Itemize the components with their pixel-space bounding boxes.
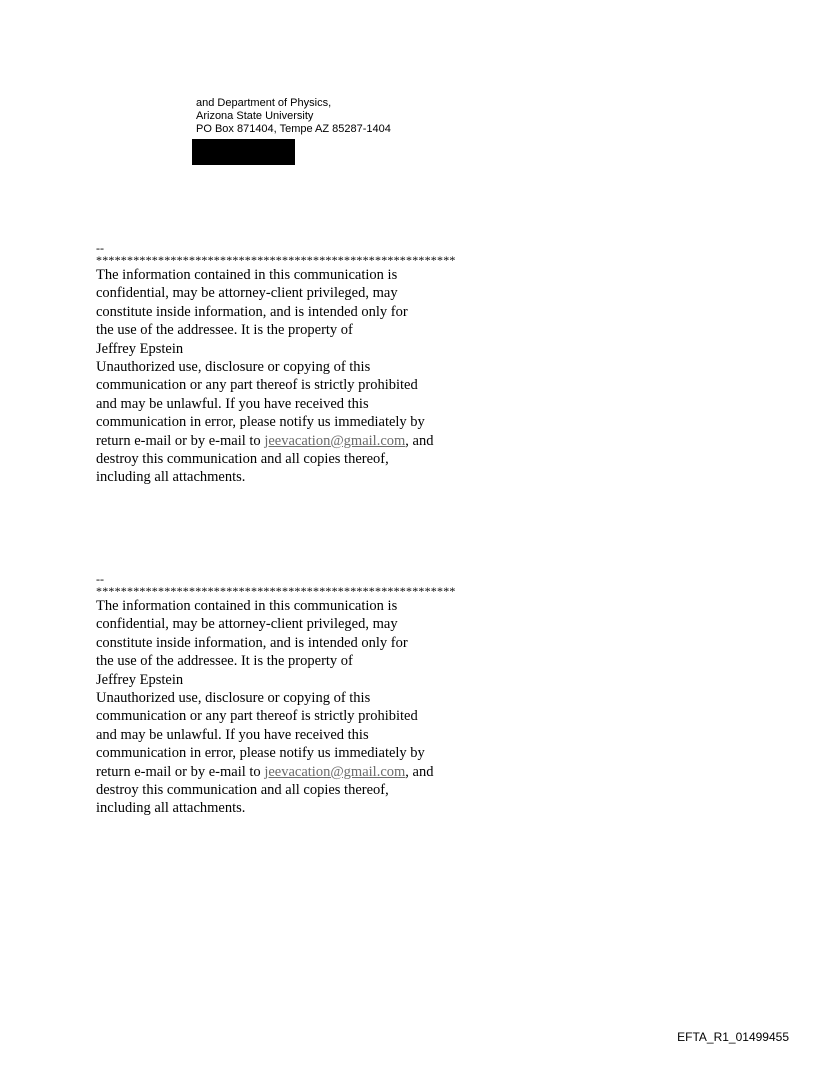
signature-separator: -- [96,241,104,255]
document-id: EFTA_R1_01499455 [677,1030,789,1044]
disclaimer-line: the use of the addressee. It is the property of [96,322,353,339]
disclaimer-line: including all attachments. [96,800,246,817]
disclaimer-line: destroy this communication and all copies thereof, [96,782,389,799]
disclaimer-block [96,242,576,487]
disclaimer-line: The information contained in this communication is [96,598,398,614]
disclaimer-line: confidential, may be attorney-client privileged, may [96,616,398,633]
disclaimer-block [96,573,576,818]
disclaimer-line: and may be unlawful. If you have received this [96,726,369,743]
disclaimer-line: confidential, may be attorney-client privileged, may [96,285,398,302]
disclaimer-line: communication or any part thereof is strictly prohibited [96,708,418,725]
email-link[interactable]: jeevacation@gmail.com [264,432,406,449]
disclaimer-line: constitute inside information, and is intended only for [96,634,408,651]
redaction-box [192,139,295,165]
return-suffix: , and [405,763,434,780]
disclaimer-line: including all attachments. [96,469,246,486]
disclaimer-line: Jeffrey Epstein [96,671,184,688]
disclaimer-line: The information contained in this communication is [96,267,398,283]
signature-separator: -- [96,572,104,586]
disclaimer-return-line [96,763,576,781]
address-line: PO Box 871404, Tempe AZ 85287-1404 [196,123,391,135]
disclaimer-line: communication or any part thereof is strictly prohibited [96,377,418,394]
disclaimer-return-line [96,432,576,450]
address-line: and Department of Physics, [196,97,332,109]
disclaimer-line: Unauthorized use, disclosure or copying of this [96,690,371,707]
disclaimer-line: Unauthorized use, disclosure or copying of this [96,359,371,376]
star-divider: ********************************************************** [96,584,456,598]
disclaimer-line: communication in error, please notify us immediately by [96,745,425,762]
address-block [196,97,391,136]
disclaimer-line: and may be unlawful. If you have received this [96,395,369,412]
address-line: Arizona State University [196,110,314,122]
return-prefix: return e-mail or by e-mail to [96,432,265,449]
disclaimer-line: communication in error, please notify us immediately by [96,414,425,431]
return-prefix: return e-mail or by e-mail to [96,763,265,780]
star-divider: ********************************************************** [96,253,456,267]
email-link[interactable]: jeevacation@gmail.com [264,763,406,780]
disclaimer-line: Jeffrey Epstein [96,340,184,357]
disclaimer-line: the use of the addressee. It is the property of [96,653,353,670]
disclaimer-line: constitute inside information, and is intended only for [96,303,408,320]
disclaimer-line: destroy this communication and all copies thereof, [96,451,389,468]
return-suffix: , and [405,432,434,449]
